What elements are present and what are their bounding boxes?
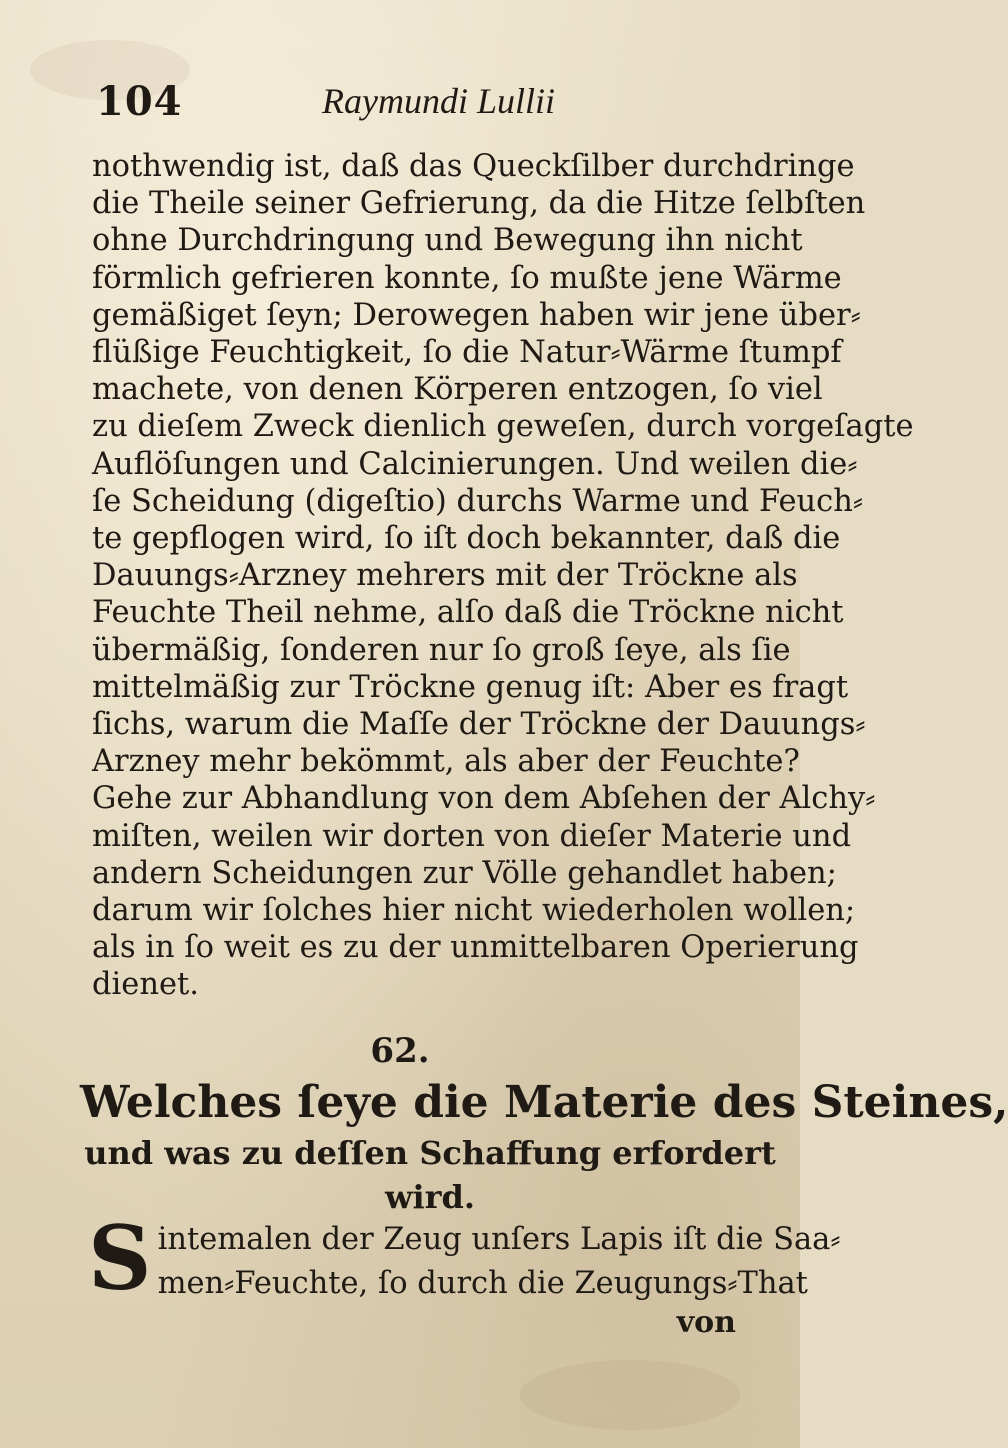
text-line: die Theile seiner Gefrierung, da die Hitze ſelbſten bbox=[92, 186, 866, 222]
paragraph-line: men⸗Feuchte, ſo durch die Zeugungs⸗That bbox=[157, 1266, 808, 1301]
text-line: förmlich gefrieren konnte, ſo mußte jene Wärme bbox=[92, 260, 842, 296]
text-line: übermäßig, ſonderen nur ſo groß ſeye, als ſie bbox=[92, 632, 791, 668]
paragraph-line: intemalen der Zeug unſers Lapis iſt die Saa⸗ bbox=[157, 1222, 841, 1257]
text-line: ohne Durchdringung und Bewegung ihn nicht bbox=[92, 223, 803, 259]
text-line: ſichs, warum die Maſſe der Tröckne der Dauungs⸗ bbox=[92, 707, 866, 743]
text-line: dienet. bbox=[92, 967, 199, 1003]
text-line: Auflöſungen und Calcinierungen. Und weilen die⸗ bbox=[92, 446, 858, 482]
text-line: als in ſo weit es zu der unmittelbaren Operierung bbox=[92, 930, 859, 966]
text-line: andern Scheidungen zur Völle gehandlet haben; bbox=[92, 855, 837, 891]
page-number: 104 bbox=[96, 78, 183, 125]
text-line: machete, von denen Körperen entzogen, ſo viel bbox=[92, 372, 823, 408]
text-line: zu dieſem Zweck dienlich geweſen, durch vorgeſagte bbox=[92, 409, 914, 445]
page-header bbox=[96, 78, 756, 128]
paper-stain bbox=[520, 1360, 740, 1430]
drop-cap: S bbox=[88, 1206, 152, 1310]
section-heading-line: wird. bbox=[384, 1178, 476, 1216]
section-paragraph bbox=[88, 1206, 841, 1310]
running-head: Raymundi Lullii bbox=[322, 81, 555, 121]
text-line: te gepflogen wird, ſo iſt doch bekannter, daß die bbox=[92, 521, 841, 557]
text-line: Feuchte Theil nehme, alſo daß die Tröckne nicht bbox=[92, 595, 844, 631]
text-line: Arzney mehr bekömmt, als aber der Feuchte? bbox=[92, 744, 800, 780]
text-line: Dauungs⸗Arzney mehrers mit der Tröckne als bbox=[92, 558, 798, 594]
text-line: flüßige Feuchtigkeit, ſo die Natur⸗Wärme ſtumpf bbox=[92, 335, 842, 371]
section-heading-line: Welches ſeye die Materie des Steines, bbox=[80, 1077, 1008, 1128]
catchword: von bbox=[676, 1305, 736, 1340]
text-line: gemäßiget ſeyn; Derowegen haben wir jene über⸗ bbox=[92, 297, 861, 333]
section-heading-line: und was zu deſſen Schaffung erfordert bbox=[84, 1134, 776, 1172]
text-line: nothwendig ist, daß das Queckſilber durchdringe bbox=[92, 149, 855, 184]
text-line: ſe Scheidung (digeſtio) durchs Warme und Feuch⸗ bbox=[92, 483, 864, 519]
section-heading bbox=[80, 1075, 1008, 1219]
section-number: 62. bbox=[370, 1031, 430, 1071]
text-line: darum wir ſolches hier nicht wiederholen wollen; bbox=[92, 893, 856, 929]
body-text bbox=[92, 148, 914, 1004]
text-line: mittelmäßig zur Tröckne genug iſt: Aber es fragt bbox=[92, 669, 849, 705]
text-line: Gehe zur Abhandlung von dem Abſehen der Alchy⸗ bbox=[92, 781, 876, 817]
text-line: miſten, weilen wir dorten von dieſer Materie und bbox=[92, 818, 852, 854]
